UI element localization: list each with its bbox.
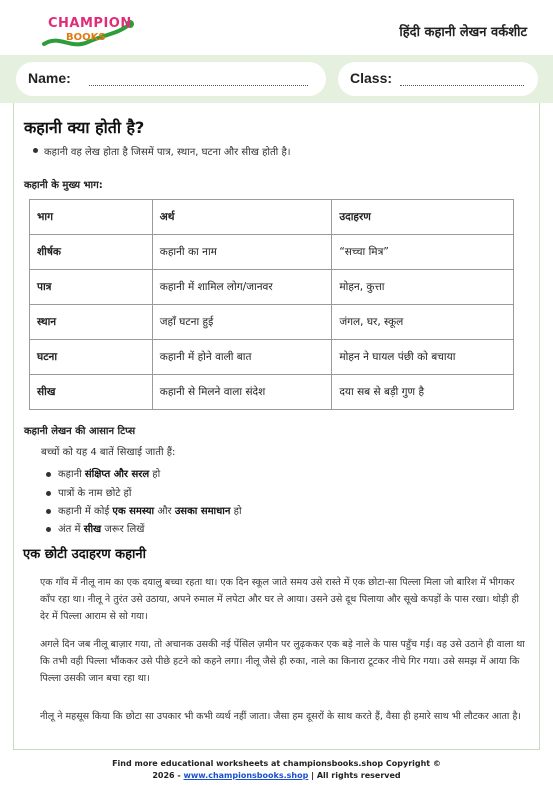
table-cell: घटना <box>30 340 153 375</box>
story-heading: एक छोटी उदाहरण कहानी <box>23 547 146 562</box>
champion-books-logo <box>40 14 136 50</box>
story-paragraph: नीलू ने महसूस किया कि छोटा सा उपकार भी कभी व्यर्थ नहीं जाता। जैसा हम दूसरों के साथ करते हैं, वैसा ही हमारे साथ भी लौटकर आता है। <box>40 711 522 722</box>
table-row <box>30 340 514 375</box>
tips-heading: कहानी लेखन की आसान टिप्स <box>24 426 136 437</box>
table-cell: “सच्चा मित्र” <box>332 235 514 270</box>
table-header: अर्थ <box>152 200 332 235</box>
table-cell: कहानी का नाम <box>152 235 332 270</box>
table-cell: दया सब से बड़ी गुण है <box>332 375 514 410</box>
website-link[interactable]: www.championsbooks.shop <box>183 771 309 780</box>
class-field[interactable] <box>338 62 538 96</box>
story-parts-table <box>29 199 514 410</box>
bullet-dot <box>33 148 38 153</box>
section-heading-what-is-story: कहानी क्या होती है? <box>24 118 145 137</box>
table-cell: मोहन, कुत्ता <box>332 270 514 305</box>
definition-text: कहानी वह लेख होता है जिसमें पात्र, स्थान, घटना और सीख होती है। <box>44 147 291 158</box>
table-cell: पात्र <box>30 270 153 305</box>
table-row <box>30 305 514 340</box>
logo-text-books: BOOKS <box>66 32 106 43</box>
tip-item: अंत में सीख जरूर लिखें <box>58 524 145 535</box>
logo-text-champion: CHAMPION <box>48 16 132 31</box>
name-write-line[interactable] <box>89 85 308 86</box>
table-cell: कहानी से मिलने वाला संदेश <box>152 375 332 410</box>
story-paragraph: अगले दिन जब नीलू बाज़ार गया, तो अचानक उसकी नई पेंसिल ज़मीन पर लुढ़ककर एक बड़े नाले के पास पहुँच गई। वह उसे उठाने ही वाला था कि तभी वही पिल्ला भौंककर उसे पीछे हटने को कहने लगा। नीलू जैसे ही रुका, नाले का किनारा टूटकर नीचे गिर गया। उसे समझ में आया कि पिल्ला उसकी जान बचा रहा था। <box>40 639 525 684</box>
table-row <box>30 270 514 305</box>
bullet-dot <box>46 509 51 514</box>
name-class-bar <box>0 55 553 103</box>
table-cell: शीर्षक <box>30 235 153 270</box>
tip-item: पात्रों के नाम छोटे हों <box>58 488 132 499</box>
table-row <box>30 375 514 410</box>
table-cell: जंगल, घर, स्कूल <box>332 305 514 340</box>
table-header-row <box>30 200 514 235</box>
bullet-dot <box>46 527 51 532</box>
bullet-dot <box>46 491 51 496</box>
table-cell: कहानी में होने वाली बात <box>152 340 332 375</box>
table-cell: स्थान <box>30 305 153 340</box>
bullet-dot <box>46 472 51 477</box>
table-cell: सीख <box>30 375 153 410</box>
tip-item: कहानी संक्षिप्त और सरल हो <box>58 469 161 480</box>
tips-intro: बच्चों को यह 4 बातें सिखाई जाती हैं: <box>41 447 176 458</box>
table-header: भाग <box>30 200 153 235</box>
class-label: Class: <box>350 70 393 86</box>
name-field[interactable] <box>16 62 326 96</box>
class-write-line[interactable] <box>400 85 524 86</box>
table-row <box>30 235 514 270</box>
story-paragraph: एक गाँव में नीलू नाम का एक दयालु बच्चा रहता था। एक दिन स्कूल जाते समय उसे रास्ते में एक छोटा-सा पिल्ला मिला जो बारिश में भीगकर काँप रहा था। नीलू ने तुरंत उसे उठाया, अपने रुमाल में लपेटा और घर ले आया। उसने उसे दूध पिलाया और सूखे कपड़ों के पास रखा। थोड़ी ही देर में पिल्ला आराम से सो गया। <box>40 577 520 622</box>
page-header <box>0 0 553 50</box>
table-cell: कहानी में शामिल लोग/जानवर <box>152 270 332 305</box>
page-footer <box>0 758 553 782</box>
footer-line: 2026 - www.championsbooks.shop | All rights reserved <box>152 771 401 780</box>
table-cell: मोहन ने घायल पंछी को बचाया <box>332 340 514 375</box>
table-header: उदाहरण <box>332 200 514 235</box>
table-cell: जहाँ घटना हुई <box>152 305 332 340</box>
footer-line: Find more educational worksheets at championsbooks.shop Copyright © <box>112 759 441 768</box>
parts-heading: कहानी के मुख्य भाग: <box>24 180 103 191</box>
tip-item: कहानी में कोई एक समस्या और उसका समाधान हो <box>58 506 242 517</box>
name-label: Name: <box>28 70 71 86</box>
worksheet-title: हिंदी कहानी लेखन वर्कशीट <box>399 25 527 40</box>
